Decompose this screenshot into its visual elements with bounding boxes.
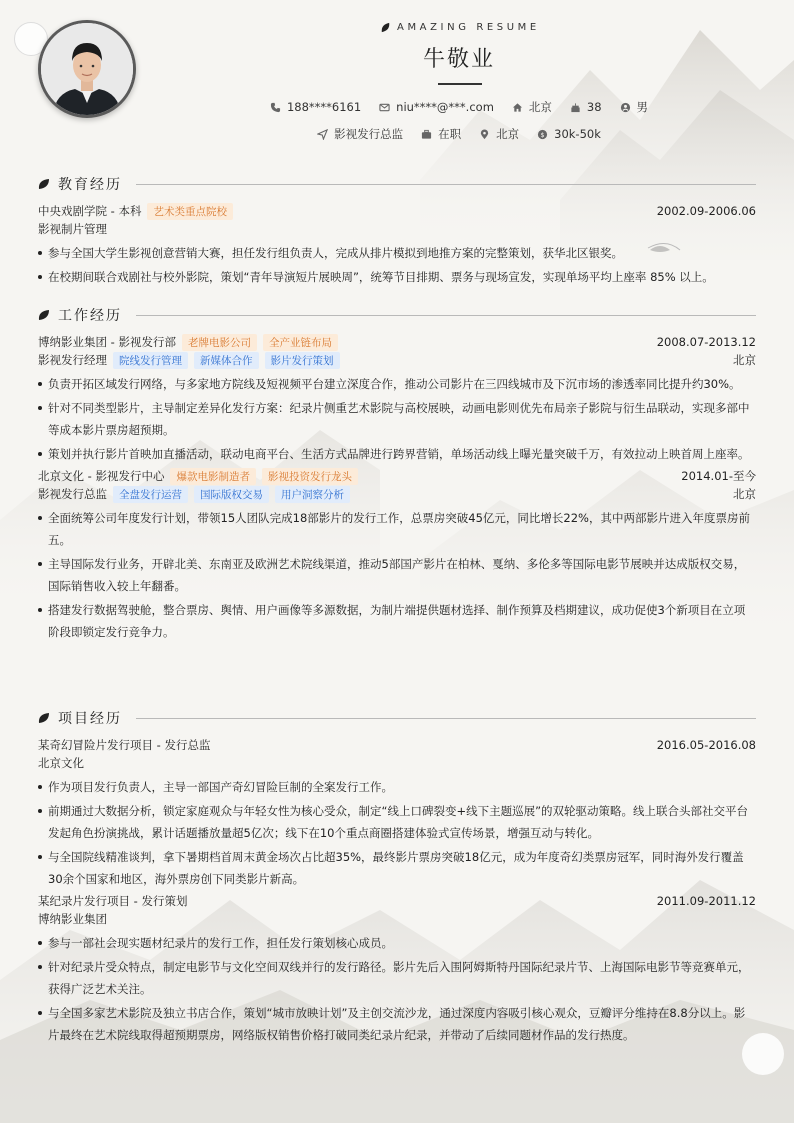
company-name: 博纳影业集团 - 影视发行部 <box>38 335 176 349</box>
section-divider <box>136 184 756 185</box>
section-header <box>38 304 756 326</box>
project-org: 北京文化 <box>38 756 84 770</box>
phone-text: 188****6161 <box>286 100 362 114</box>
age-info <box>570 99 602 115</box>
education-entry <box>38 202 756 288</box>
city-info <box>512 99 552 115</box>
list-item: 参与全国大学生影视创意营销大赛，担任发行组负责人，完成从排片模拟到地推方案的完整策划，获华北区银奖。 <box>38 242 756 264</box>
project-entry <box>38 892 756 1046</box>
skill-tag: 国际版权交易 <box>194 486 269 503</box>
list-item: 主导国际发行业务，开辟北美、东南亚及欧洲艺术院线渠道，推动5部国产影片在柏林、戛纳、多伦多等国际电影节展映并达成版权交易，国际销售收入较上年翻番。 <box>38 553 756 597</box>
leaf-bullet-icon <box>38 712 50 724</box>
work-entry <box>38 467 756 643</box>
skill-tag: 影片发行策划 <box>265 352 340 369</box>
project-dates: 2016.05-2016.08 <box>656 738 756 752</box>
section-title: 教育经历 <box>58 177 122 193</box>
list-item: 在校期间联合戏剧社与校外影院，策划“青年导演短片展映周”，统筹节目排期、票务与现场宣发，实现单场平均上座率 85% 以上。 <box>38 266 756 288</box>
expected-city-info <box>479 126 519 142</box>
list-item: 全面统筹公司年度发行计划，带领15人团队完成18部影片的发行工作，总票房突破45亿元，同比增长22%，其中两部影片进入年度票房前五。 <box>38 507 756 551</box>
list-item: 策划并执行影片首映加直播活动，联动电商平台、生活方式品牌进行跨界营销，单场活动线上曝光量突破千万，有效拉动上映首周上座率。 <box>38 443 756 465</box>
project-name: 某纪录片发行项目 - 发行策划 <box>38 894 188 908</box>
section-title: 项目经历 <box>58 711 122 727</box>
project-entry <box>38 736 756 890</box>
position-text: 影视发行总监 <box>334 127 404 141</box>
name-underline <box>438 83 482 85</box>
mail-icon <box>379 102 390 113</box>
skill-tag: 院线发行管理 <box>113 352 188 369</box>
salary-info <box>537 126 601 142</box>
work-dates: 2008.07-2013.12 <box>656 335 756 349</box>
brand-text: AMAZING RESUME <box>397 21 540 33</box>
cake-icon <box>570 102 581 113</box>
work-dates: 2014.01-至今 <box>681 469 756 483</box>
work-city: 北京 <box>733 353 756 367</box>
work-entry <box>38 333 756 465</box>
gender-info <box>620 99 649 115</box>
work-city: 北京 <box>733 487 756 501</box>
svg-text:$: $ <box>540 130 545 139</box>
company-tag: 老牌电影公司 <box>182 334 257 351</box>
email-text: niu****@***.com <box>396 100 494 114</box>
status-info <box>421 126 461 142</box>
education-section <box>38 173 756 290</box>
briefcase-icon <box>421 129 432 140</box>
position-info <box>317 126 403 142</box>
project-org: 博纳影业集团 <box>38 912 107 926</box>
brand-label <box>380 20 540 34</box>
skill-tag: 新媒体合作 <box>194 352 259 369</box>
skill-tag: 全盘发行运营 <box>113 486 188 503</box>
education-dates: 2002.09-2006.06 <box>656 204 756 218</box>
company-tag: 影视投资发行龙头 <box>262 468 358 485</box>
skill-tag: 用户洞察分析 <box>275 486 350 503</box>
salary-text: 30k-50k <box>554 127 601 141</box>
company-tag: 全产业链布局 <box>263 334 338 351</box>
section-header <box>38 173 756 195</box>
gender-text: 男 <box>636 100 649 114</box>
list-item: 针对不同类型影片，主导制定差异化发行方案：纪录片侧重艺术影院与高校展映，动画电影则优先布局亲子影院与衍生品联动，实现多部中等成本影片票房超预期。 <box>38 397 756 441</box>
list-item: 针对纪录片受众特点，制定电影节与文化空间双线并行的发行路径。影片先后入围阿姆斯特丹国际纪录片节、上海国际电影节等竞赛单元，获得广泛艺术关注。 <box>38 956 756 1000</box>
email-info <box>379 99 494 115</box>
school-name: 中央戏剧学院 - 本科 <box>38 204 142 218</box>
city-text: 北京 <box>528 100 552 114</box>
section-header <box>38 707 756 729</box>
age-text: 38 <box>586 100 602 114</box>
list-item: 前期通过大数据分析，锁定家庭观众与年轻女性为核心受众，制定“线上口碑裂变+线下主题巡展”的双轮驱动策略。线上联合头部社交平台发起角色扮演挑战，累计话题播放量超5亿次；线下在10个重点商圈搭建体验式宣传场景，增强互动与转化。 <box>38 800 756 844</box>
section-title: 工作经历 <box>58 308 122 324</box>
section-divider <box>136 718 756 719</box>
project-name: 某奇幻冒险片发行项目 - 发行总监 <box>38 738 211 752</box>
user-circle-icon <box>620 102 631 113</box>
role: 影视发行总监 <box>38 487 107 501</box>
send-icon <box>317 129 328 140</box>
status-text: 在职 <box>438 127 462 141</box>
job-intent-row <box>0 126 794 142</box>
list-item: 搭建发行数据驾驶舱，整合票房、舆情、用户画像等多源数据，为制片端提供题材选择、制作预算及档期建议，成功促使3个新项目在立项阶段即锁定发行竞争力。 <box>38 599 756 643</box>
list-item: 与全国多家艺术影院及独立书店合作，策划“城市放映计划”及主创交流沙龙，通过深度内容吸引核心观众，豆瓣评分维持在8.8分以上。影片最终在艺术院线取得超预期票房，网络版权销售价格打破同类纪录片纪录，并带动了后续同题材作品的发行热度。 <box>38 1002 756 1046</box>
project-dates: 2011.09-2011.12 <box>656 894 756 908</box>
leaf-bullet-icon <box>38 309 50 321</box>
leaf-bullet-icon <box>38 178 50 190</box>
work-section <box>38 304 756 645</box>
money-icon <box>537 129 548 140</box>
role: 影视发行经理 <box>38 353 107 367</box>
company-name: 北京文化 - 影视发行中心 <box>38 469 165 483</box>
company-tag: 爆款电影制造者 <box>170 468 256 485</box>
school-tag: 艺术类重点院校 <box>147 203 233 220</box>
expected-city-text: 北京 <box>496 127 520 141</box>
phone-icon <box>270 102 281 113</box>
location-pin-icon <box>479 129 490 140</box>
major: 影视制片管理 <box>38 222 107 236</box>
home-icon <box>512 102 523 113</box>
list-item: 与全国院线精准谈判，拿下暑期档首周末黄金场次占比超35%，最终影片票房突破18亿元，成为年度奇幻类票房冠军，同时海外发行覆盖30余个国家和地区，海外票房创下同类影片新高。 <box>38 846 756 890</box>
projects-section <box>38 707 756 1048</box>
candidate-name: 牛敬业 <box>422 47 495 72</box>
section-divider <box>136 315 756 316</box>
list-item: 作为项目发行负责人，主导一部国产奇幻冒险巨制的全案发行工作。 <box>38 776 756 798</box>
list-item: 负责开拓区域发行网络，与多家地方院线及短视频平台建立深度合作，推动公司影片在三四线城市及下沉市场的渗透率同比提升约30%。 <box>38 373 756 395</box>
phone-info <box>270 99 361 115</box>
decorative-circle <box>742 1033 784 1075</box>
contact-row <box>0 99 794 115</box>
list-item: 参与一部社会现实题材纪录片的发行工作，担任发行策划核心成员。 <box>38 932 756 954</box>
leaf-logo-icon <box>380 22 391 33</box>
